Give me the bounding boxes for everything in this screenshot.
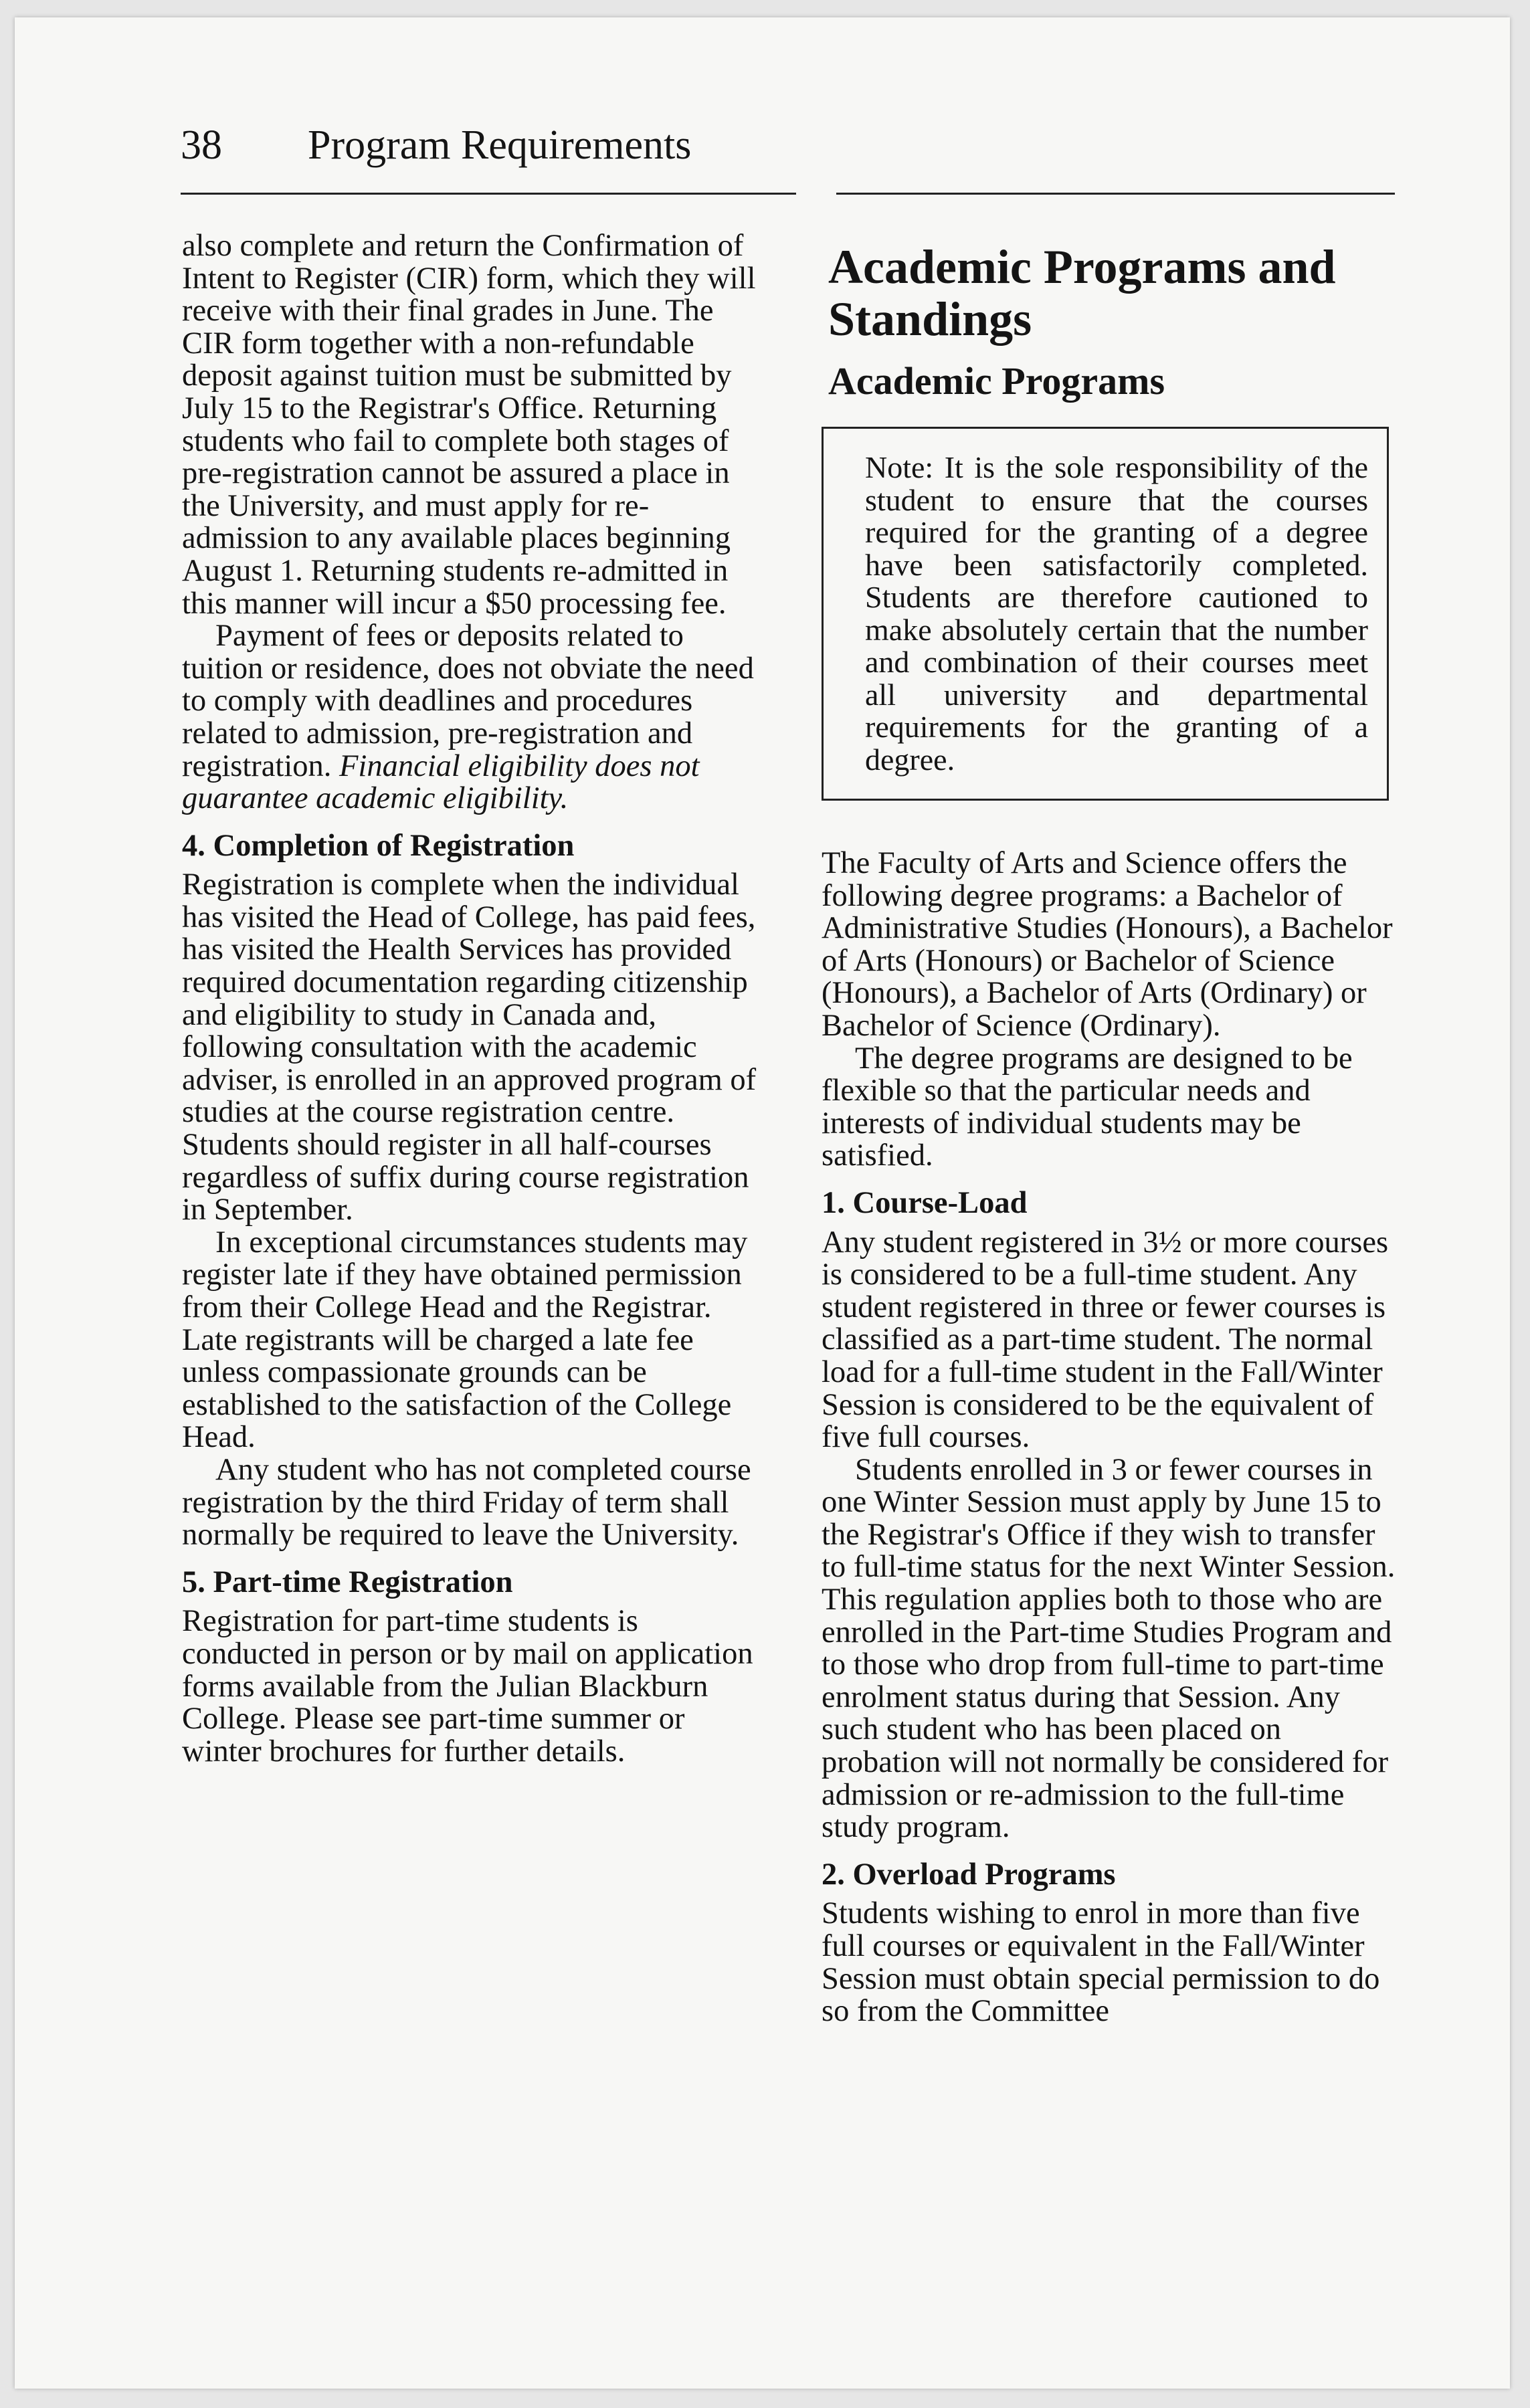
header-rule-left <box>181 193 796 195</box>
paragraph: Any student registered in 3½ or more courses is considered to be a full-time student. Any student registered in three or fewer courses is classified as a part-time student. The normal load for a full-time student in the Fall/Winter Session is considered to be the equivalent of five full courses. <box>822 1225 1389 1455</box>
section-heading: 5. Part-time Registration <box>182 1565 513 1599</box>
paragraph: Students enrolled in 3 or fewer courses in one Winter Session must apply by June 15 to the Registrar's Office if they wish to transfer to full-time status for the next Winter Session. This regulation applies both to those who are enrolled in the Part-time Studies Program and to those who drop from full-time to part-time enrolment status during that Session. Any such student who has been placed on probation will not normally be considered for admission or re-admission to the full-time study program. <box>822 1452 1396 1845</box>
paragraph: also complete and return the Confirmation of Intent to Register (CIR) form, which they will receive with their final grades in June. The CIR form together with a non-refundable deposit against tuition must be submitted by July 15 to the Registrar's Office. Returning students who fail to complete both stages of pre-registration cannot be assured a place in the University, and must apply for re-admission to any available places beginning August 1. Returning students re-admitted in this manner will incur a $50 processing fee. <box>182 229 756 621</box>
paragraph: Students wishing to enrol in more than five full courses or equivalent in the Fall/Winter Session must obtain special permission to do so from the Committee <box>822 1896 1380 2029</box>
running-head <box>181 124 691 166</box>
paragraph: The degree programs are designed to be flexible so that the particular needs and interests of individual students may be satisfied. <box>822 1041 1353 1173</box>
right-column <box>822 230 1398 2028</box>
paragraph: Any student who has not completed course registration by the third Friday of term shall normally be required to leave the University. <box>182 1452 751 1552</box>
page-number: 38 <box>181 122 222 168</box>
chapter-subtitle: Academic Programs <box>828 359 1165 403</box>
section-heading: 4. Completion of Registration <box>182 828 575 863</box>
document-page <box>15 17 1510 2389</box>
paragraph: Registration for part-time students is conducted in person or by mail on application forms available from the Julian Blackburn College. Please see part-time summer or winter brochures for further details. <box>182 1604 753 1769</box>
paragraph: Registration is complete when the individual has visited the Head of College, has paid fees, has visited the Health Services has provided required documentation regarding citizenship and eligibility to study in Canada and, following consultation with the academic adviser, is enrolled in an approved program of studies at the course registration centre. Students should register in all half-courses regardless of suffix during course registration in September. <box>182 868 757 1227</box>
section-heading: 1. Course-Load <box>822 1185 1028 1220</box>
chapter-title: Academic Programs and Standings <box>828 240 1336 346</box>
section-heading: 2. Overload Programs <box>822 1857 1116 1892</box>
running-title: Program Requirements <box>308 122 692 168</box>
paragraph: The Faculty of Arts and Science offers the following degree programs: a Bachelor of Administrative Studies (Honours), a Bachelor of Arts (Honours) or Bachelor of Science (Honours), a Bachelor of Arts (Ordinary) or Bachelor of Science (Ordinary). <box>822 846 1393 1043</box>
paragraph: In exceptional circumstances students may register late if they have obtained permission from their College Head and the Registrar. Late registrants will be charged a late fee unless compassionate grounds can be established to the satisfaction of the College Head. <box>182 1225 748 1455</box>
italic-note: Financial eligibility does not guarantee academic eligibility. <box>182 748 700 816</box>
note-box: Note: It is the sole responsibility of the student to ensure that the courses required for the granting of a degree have been satisfactorily completed. Students are therefore cautioned to make absolutely certain that the number and combination of their courses meet all university and departmental requirements for the granting of a degree. <box>822 427 1389 801</box>
paragraph <box>182 620 771 815</box>
left-column <box>182 230 771 1768</box>
header-rule-right <box>836 193 1395 195</box>
paragraph-text: Payment of fees or deposits related to tuition or residence, does not obviate the need to comply with deadlines and procedures related to admission, pre-registration and registration. <box>182 619 754 783</box>
